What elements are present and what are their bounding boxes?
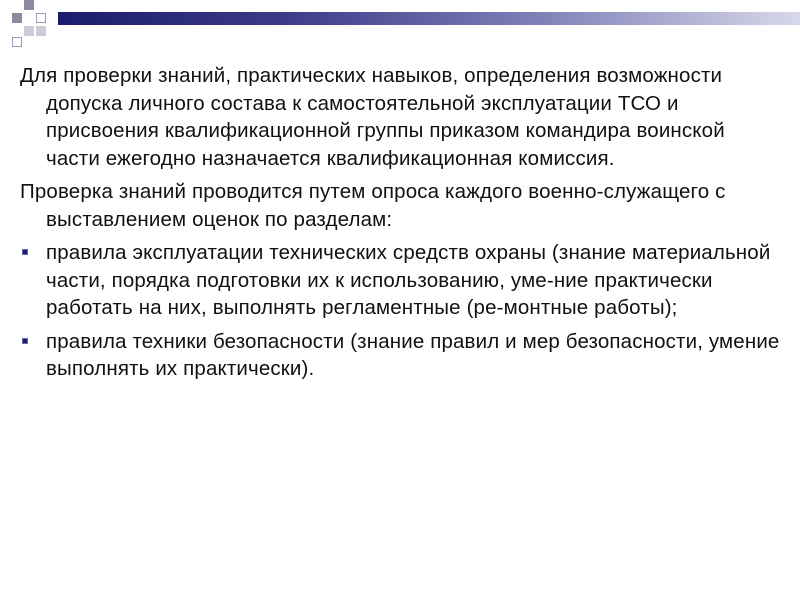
decorative-squares bbox=[0, 0, 60, 50]
decor-square bbox=[24, 26, 34, 36]
bullet-item bbox=[20, 239, 780, 322]
slide-body bbox=[20, 62, 780, 389]
header-gradient-bar bbox=[58, 12, 800, 25]
square-bullet-icon bbox=[22, 338, 28, 344]
bullet-text: правила эксплуатации технических средств охраны (знание материальной части, порядка подготовки их к использованию, уме-ние практически работать на них, выполнять регламентные (ре-монтные работы); bbox=[46, 241, 771, 319]
bullet-text: правила техники безопасности (знание правил и мер безопасности, умение выполнять их практически). bbox=[46, 329, 780, 380]
decor-square bbox=[12, 37, 22, 47]
decor-square bbox=[24, 0, 34, 10]
paragraph-intro: Для проверки знаний, практических навыков, определения возможности допуска личного состава к самостоятельной эксплуатации ТСО и присвоения квалификационной группы приказом командира воинской части ежегодно назначается квалификационная комиссия. bbox=[20, 64, 725, 170]
paragraph-check: Проверка знаний проводится путем опроса каждого военно-служащего с выставлением оценок по разделам: bbox=[20, 180, 726, 231]
square-bullet-icon bbox=[22, 249, 28, 255]
decor-square bbox=[36, 13, 46, 23]
decor-square bbox=[12, 13, 22, 23]
decor-square bbox=[36, 26, 46, 36]
bullet-item bbox=[20, 328, 780, 383]
